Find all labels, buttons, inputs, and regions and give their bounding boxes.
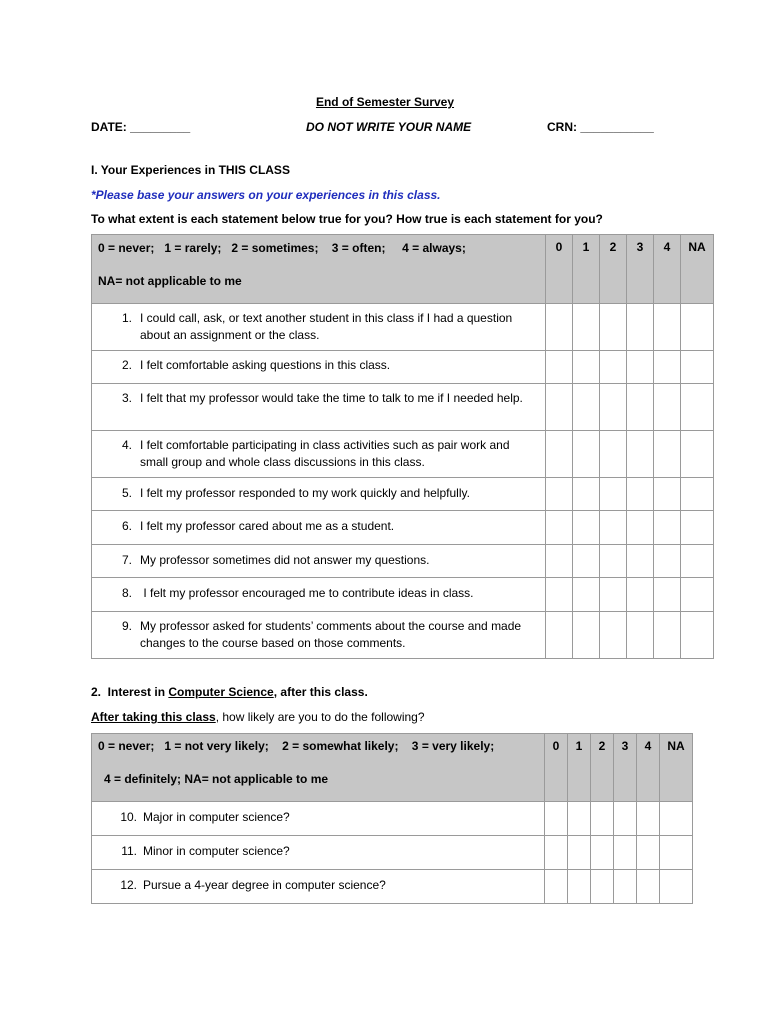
answer-cell[interactable] bbox=[681, 304, 714, 351]
answer-cell[interactable] bbox=[546, 578, 573, 612]
col-header-0: 0 bbox=[545, 734, 568, 802]
col-header-na: NA bbox=[660, 734, 693, 802]
answer-cell[interactable] bbox=[568, 870, 591, 904]
answer-cell[interactable] bbox=[573, 351, 600, 384]
table-row bbox=[92, 478, 714, 511]
answer-cell[interactable] bbox=[654, 431, 681, 478]
answer-cell[interactable] bbox=[637, 870, 660, 904]
answer-cell[interactable] bbox=[681, 578, 714, 612]
answer-cell[interactable] bbox=[573, 511, 600, 545]
item-text: I felt my professor encouraged me to contribute ideas in class. bbox=[140, 586, 474, 600]
item-number: 2. bbox=[121, 358, 132, 372]
answer-cell[interactable] bbox=[600, 511, 627, 545]
answer-cell[interactable] bbox=[546, 431, 573, 478]
answer-cell[interactable] bbox=[591, 836, 614, 870]
section2-heading-subject: Computer Science bbox=[168, 685, 274, 699]
table-row bbox=[92, 351, 714, 384]
item-text: Pursue a 4-year degree in computer science? bbox=[143, 878, 386, 892]
table-row bbox=[92, 612, 714, 659]
col-header-2: 2 bbox=[600, 235, 627, 304]
answer-cell[interactable] bbox=[654, 578, 681, 612]
table-row bbox=[92, 431, 714, 478]
table-row bbox=[92, 836, 693, 870]
answer-cell[interactable] bbox=[614, 836, 637, 870]
scale-line1: 0 = never; 1 = not very likely; 2 = somewhat likely; 3 = very likely; bbox=[98, 739, 495, 753]
answer-cell[interactable] bbox=[591, 802, 614, 836]
answer-cell[interactable] bbox=[573, 578, 600, 612]
answer-cell[interactable] bbox=[681, 478, 714, 511]
answer-cell[interactable] bbox=[573, 304, 600, 351]
col-header-3: 3 bbox=[627, 235, 654, 304]
answer-cell[interactable] bbox=[660, 802, 693, 836]
answer-cell[interactable] bbox=[627, 545, 654, 578]
col-header-na: NA bbox=[681, 235, 714, 304]
answer-cell[interactable] bbox=[600, 612, 627, 659]
table-row bbox=[92, 384, 714, 431]
item-text: I felt comfortable asking questions in this class. bbox=[140, 358, 391, 372]
item-text: I could call, ask, or text another student in this class if I had a question about an assignment or the class. bbox=[140, 311, 513, 342]
answer-cell[interactable] bbox=[654, 612, 681, 659]
answer-cell[interactable] bbox=[627, 431, 654, 478]
answer-cell[interactable] bbox=[546, 545, 573, 578]
section2-question-lead: After taking this class bbox=[91, 710, 216, 724]
answer-cell[interactable] bbox=[600, 351, 627, 384]
section2-question-rest: , how likely are you to do the following? bbox=[215, 710, 425, 724]
answer-cell[interactable] bbox=[546, 478, 573, 511]
answer-cell[interactable] bbox=[573, 431, 600, 478]
answer-cell[interactable] bbox=[600, 578, 627, 612]
answer-cell[interactable] bbox=[654, 511, 681, 545]
answer-cell[interactable] bbox=[627, 351, 654, 384]
survey-title: End of Semester Survey bbox=[315, 95, 455, 109]
answer-cell[interactable] bbox=[545, 836, 568, 870]
col-header-2: 2 bbox=[591, 734, 614, 802]
date-label: DATE: _________ bbox=[91, 120, 191, 134]
answer-cell[interactable] bbox=[660, 870, 693, 904]
answer-cell[interactable] bbox=[627, 478, 654, 511]
answer-cell[interactable] bbox=[681, 511, 714, 545]
col-header-4: 4 bbox=[637, 734, 660, 802]
answer-cell[interactable] bbox=[681, 351, 714, 384]
table-row bbox=[92, 578, 714, 612]
col-header-0: 0 bbox=[546, 235, 573, 304]
item-number: 5. bbox=[121, 486, 132, 500]
scale-line1: 0 = never; 1 = rarely; 2 = sometimes; 3 = often; 4 = always; bbox=[98, 241, 466, 255]
answer-cell[interactable] bbox=[600, 431, 627, 478]
answer-cell[interactable] bbox=[546, 304, 573, 351]
section2-question bbox=[91, 710, 425, 724]
answer-cell[interactable] bbox=[568, 836, 591, 870]
answer-cell[interactable] bbox=[654, 351, 681, 384]
item-text: I felt that my professor would take the time to talk to me if I needed help. bbox=[140, 391, 523, 405]
answer-cell[interactable] bbox=[573, 612, 600, 659]
item-number: 3. bbox=[121, 391, 132, 405]
answer-cell[interactable] bbox=[600, 384, 627, 431]
section1-scale-row bbox=[92, 235, 714, 304]
answer-cell[interactable] bbox=[600, 304, 627, 351]
item-number: 8. bbox=[121, 586, 132, 600]
answer-cell[interactable] bbox=[660, 836, 693, 870]
crn-label: CRN: ___________ bbox=[547, 120, 654, 134]
item-number: 11. bbox=[121, 844, 137, 858]
answer-cell[interactable] bbox=[546, 511, 573, 545]
item-number: 10. bbox=[120, 810, 137, 824]
answer-cell[interactable] bbox=[627, 578, 654, 612]
answer-cell[interactable] bbox=[627, 511, 654, 545]
item-number: 7. bbox=[121, 553, 132, 567]
section1-heading: I. Your Experiences in THIS CLASS bbox=[91, 163, 290, 177]
answer-cell[interactable] bbox=[600, 545, 627, 578]
answer-cell[interactable] bbox=[637, 836, 660, 870]
scale-cell bbox=[92, 734, 545, 802]
col-header-1: 1 bbox=[573, 235, 600, 304]
table-row bbox=[92, 511, 714, 545]
table-row bbox=[92, 304, 714, 351]
scale-line2: NA= not applicable to me bbox=[98, 274, 242, 288]
item-number: 1. bbox=[121, 311, 132, 325]
answer-cell[interactable] bbox=[654, 384, 681, 431]
item-text: My professor asked for students’ comments about the course and made changes to the course based on those comments. bbox=[140, 619, 522, 650]
answer-cell[interactable] bbox=[681, 431, 714, 478]
answer-cell[interactable] bbox=[573, 384, 600, 431]
answer-cell[interactable] bbox=[614, 802, 637, 836]
item-number: 6. bbox=[121, 519, 132, 533]
scale-cell bbox=[92, 235, 546, 304]
section2-heading-suffix: , after this class. bbox=[273, 685, 368, 699]
answer-cell[interactable] bbox=[546, 612, 573, 659]
answer-cell[interactable] bbox=[681, 612, 714, 659]
answer-cell[interactable] bbox=[546, 351, 573, 384]
section2-scale-row bbox=[92, 734, 693, 802]
table-row bbox=[92, 802, 693, 836]
answer-cell[interactable] bbox=[591, 870, 614, 904]
answer-cell[interactable] bbox=[681, 384, 714, 431]
scale-line2: 4 = definitely; NA= not applicable to me bbox=[104, 772, 329, 786]
item-number: 12. bbox=[120, 878, 137, 892]
answer-cell[interactable] bbox=[600, 478, 627, 511]
answer-cell[interactable] bbox=[654, 304, 681, 351]
answer-cell[interactable] bbox=[545, 802, 568, 836]
answer-cell[interactable] bbox=[573, 478, 600, 511]
answer-cell[interactable] bbox=[627, 612, 654, 659]
answer-cell[interactable] bbox=[681, 545, 714, 578]
item-text: Minor in computer science? bbox=[143, 844, 290, 858]
answer-cell[interactable] bbox=[627, 304, 654, 351]
table-row bbox=[92, 545, 714, 578]
answer-cell[interactable] bbox=[614, 870, 637, 904]
table-row bbox=[92, 870, 693, 904]
section1-question: To what extent is each statement below true for you? How true is each statement for you? bbox=[91, 212, 603, 226]
answer-cell[interactable] bbox=[573, 545, 600, 578]
answer-cell[interactable] bbox=[545, 870, 568, 904]
answer-cell[interactable] bbox=[568, 802, 591, 836]
item-text: Major in computer science? bbox=[143, 810, 290, 824]
section2-heading bbox=[91, 685, 368, 699]
item-text: I felt comfortable participating in class activities such as pair work and small group and whole class discussions in this class. bbox=[140, 438, 510, 469]
section1-note: *Please base your answers on your experiences in this class. bbox=[91, 188, 441, 202]
section2-table bbox=[91, 733, 693, 904]
col-header-4: 4 bbox=[654, 235, 681, 304]
col-header-3: 3 bbox=[614, 734, 637, 802]
item-number: 4. bbox=[121, 438, 132, 452]
item-text: I felt my professor responded to my work quickly and helpfully. bbox=[140, 486, 470, 500]
item-number: 9. bbox=[121, 619, 132, 633]
answer-cell[interactable] bbox=[627, 384, 654, 431]
item-text: I felt my professor cared about me as a student. bbox=[140, 519, 395, 533]
answer-cell[interactable] bbox=[637, 802, 660, 836]
answer-cell[interactable] bbox=[654, 545, 681, 578]
answer-cell[interactable] bbox=[546, 384, 573, 431]
no-name-instruction: DO NOT WRITE YOUR NAME bbox=[306, 120, 472, 134]
col-header-1: 1 bbox=[568, 734, 591, 802]
item-text: My professor sometimes did not answer my questions. bbox=[140, 553, 430, 567]
section1-table bbox=[91, 234, 714, 659]
section2-heading-prefix: 2. Interest in bbox=[91, 685, 169, 699]
answer-cell[interactable] bbox=[654, 478, 681, 511]
